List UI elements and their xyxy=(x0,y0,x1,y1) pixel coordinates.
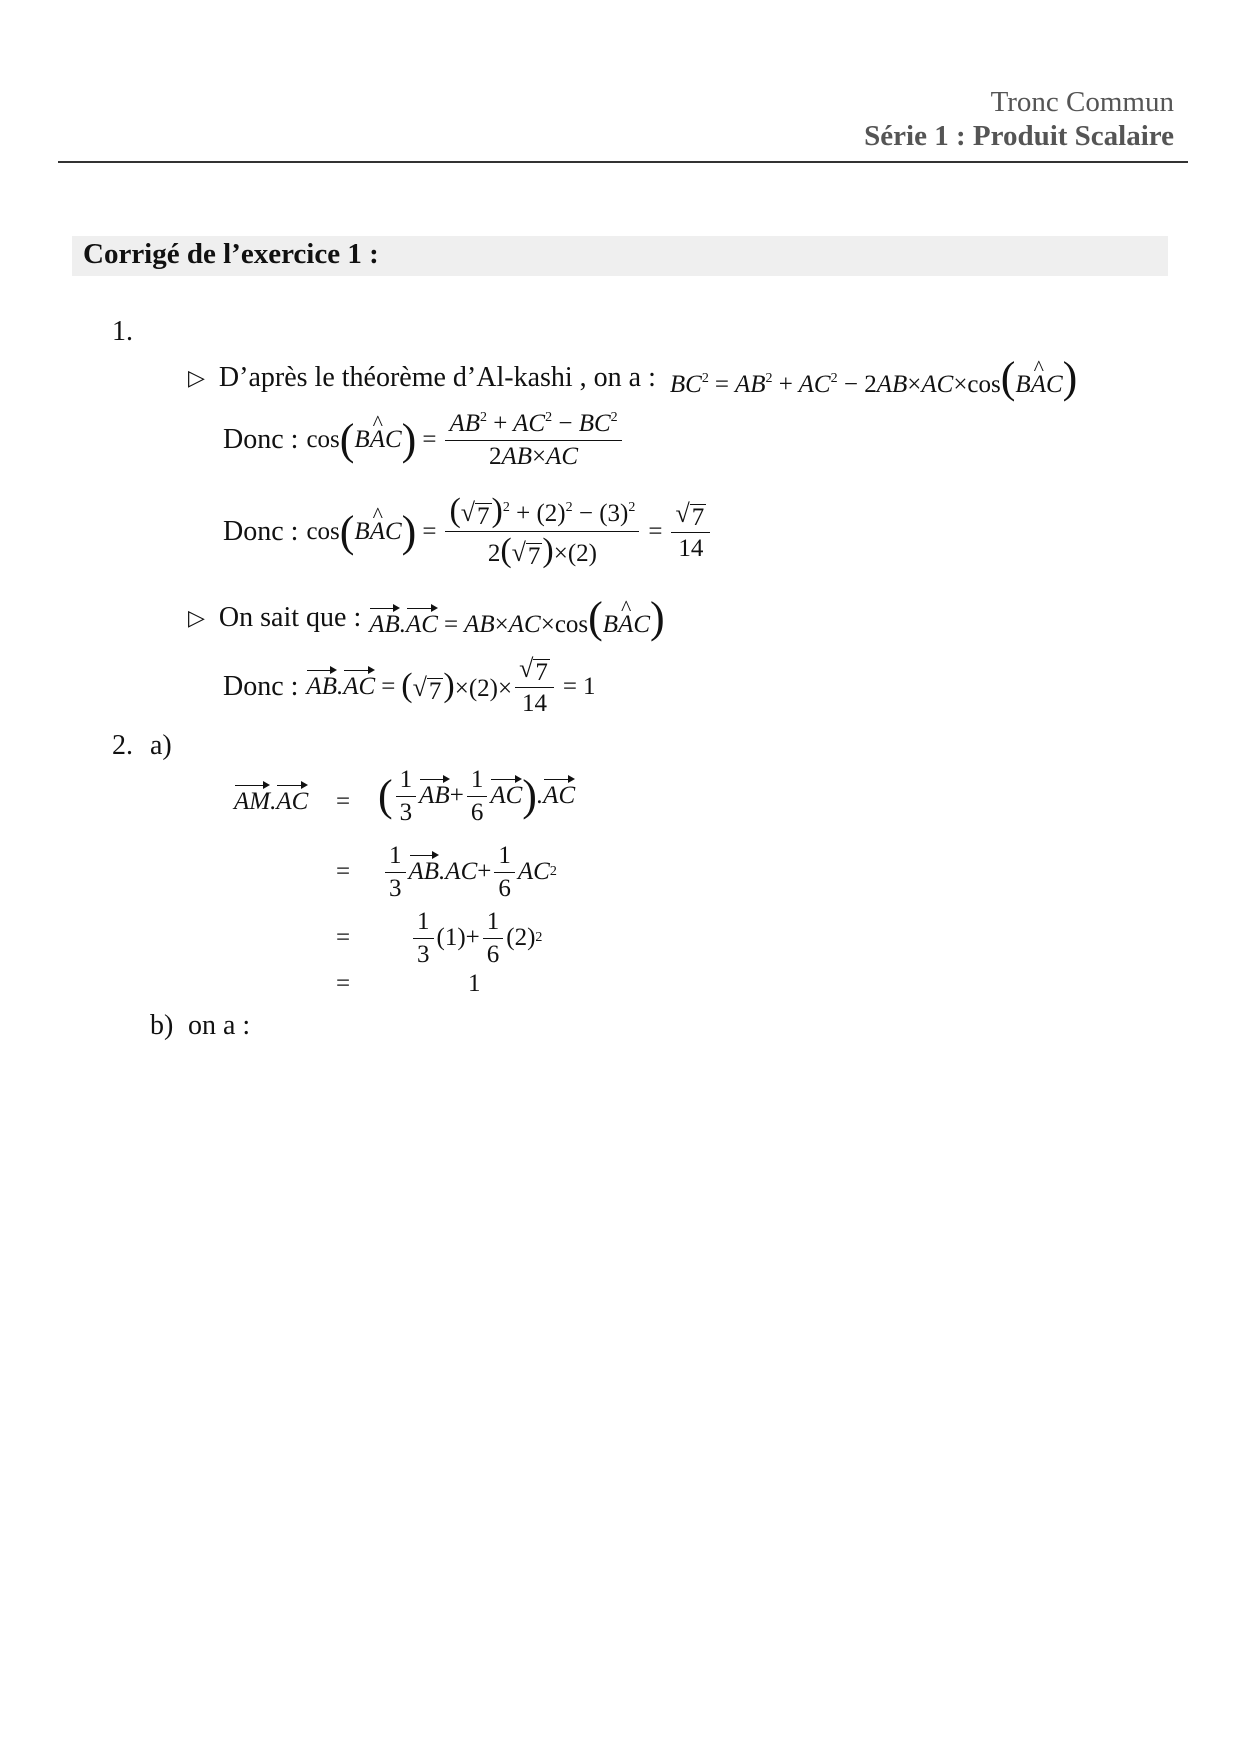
part-b-text: on a : xyxy=(188,1010,251,1041)
cos-numeric-line xyxy=(223,494,713,569)
question-2-number: 2. xyxy=(112,730,133,761)
cos-formula: cos ( B ^ A C ) = $\frac{AB^2 + AC^2 - BC^2}{2AB\times AC}$ xyxy=(306,410,624,470)
series-title: Série 1 : Produit Scalaire xyxy=(864,120,1174,152)
bullet-triangle-2: ▷ xyxy=(188,605,205,630)
al-kashi-text: D’après le théorème d’Al-kashi , on a : xyxy=(218,362,656,393)
donc-label-2: Donc : xyxy=(223,515,299,547)
on-sait-que-text: On sait que : xyxy=(218,602,362,633)
cos-numeric: cos ( B ^ A C ) = ( √ 7 )$^2 + (2)^2 - (3)^2$ 2( √ 7 )×(2) = √ 7 14 xyxy=(306,494,713,569)
step-3-expression: $\frac{1}{3}$ (1)+ $\frac{1}{6}$ (2) 2 xyxy=(410,908,542,968)
equals-1: = xyxy=(336,788,351,815)
scalar-def-formula: AB.AC = AB×AC×cos(B^ AC) xyxy=(369,596,664,640)
donc-label-1: Donc : xyxy=(223,424,299,455)
scalar-def-line xyxy=(188,593,665,642)
cos-formula-line xyxy=(223,410,625,470)
part-b-label: b) xyxy=(150,1010,174,1041)
bullet-triangle: ▷ xyxy=(188,365,205,390)
step-4-result: 1 xyxy=(468,970,481,997)
al-kashi-formula: $BC^2 = AB^2 + AC^2$ − 2AB×AC×cos(B^ AC) xyxy=(670,356,1077,400)
equals-2: = xyxy=(336,858,351,885)
scalar-result: AB . AC = ( √ 7 )×(2)× √ 7 14 = 1 xyxy=(306,654,596,717)
am-ac-lhs: AM . AC xyxy=(234,788,309,815)
step-1-expression: ( $\frac{1}{3}$ AB + $\frac{1}{6}$ AC ) . AC xyxy=(378,766,576,826)
scalar-result-line xyxy=(223,656,595,718)
step-2-expression: $\frac{1}{3}$ AB .AC + $\frac{1}{6}$ AC 2 xyxy=(382,842,557,902)
donc-label-3: Donc : xyxy=(223,670,299,702)
part-a-label: a) xyxy=(150,730,172,761)
al-kashi-line xyxy=(188,353,1078,402)
question-1-number: 1. xyxy=(112,316,133,347)
equals-4: = xyxy=(336,970,351,997)
equals-3: = xyxy=(336,924,351,951)
course-name: Tronc Commun xyxy=(990,86,1174,118)
header-rule xyxy=(58,161,1188,163)
section-title: Corrigé de l’exercice 1 : xyxy=(83,238,379,270)
